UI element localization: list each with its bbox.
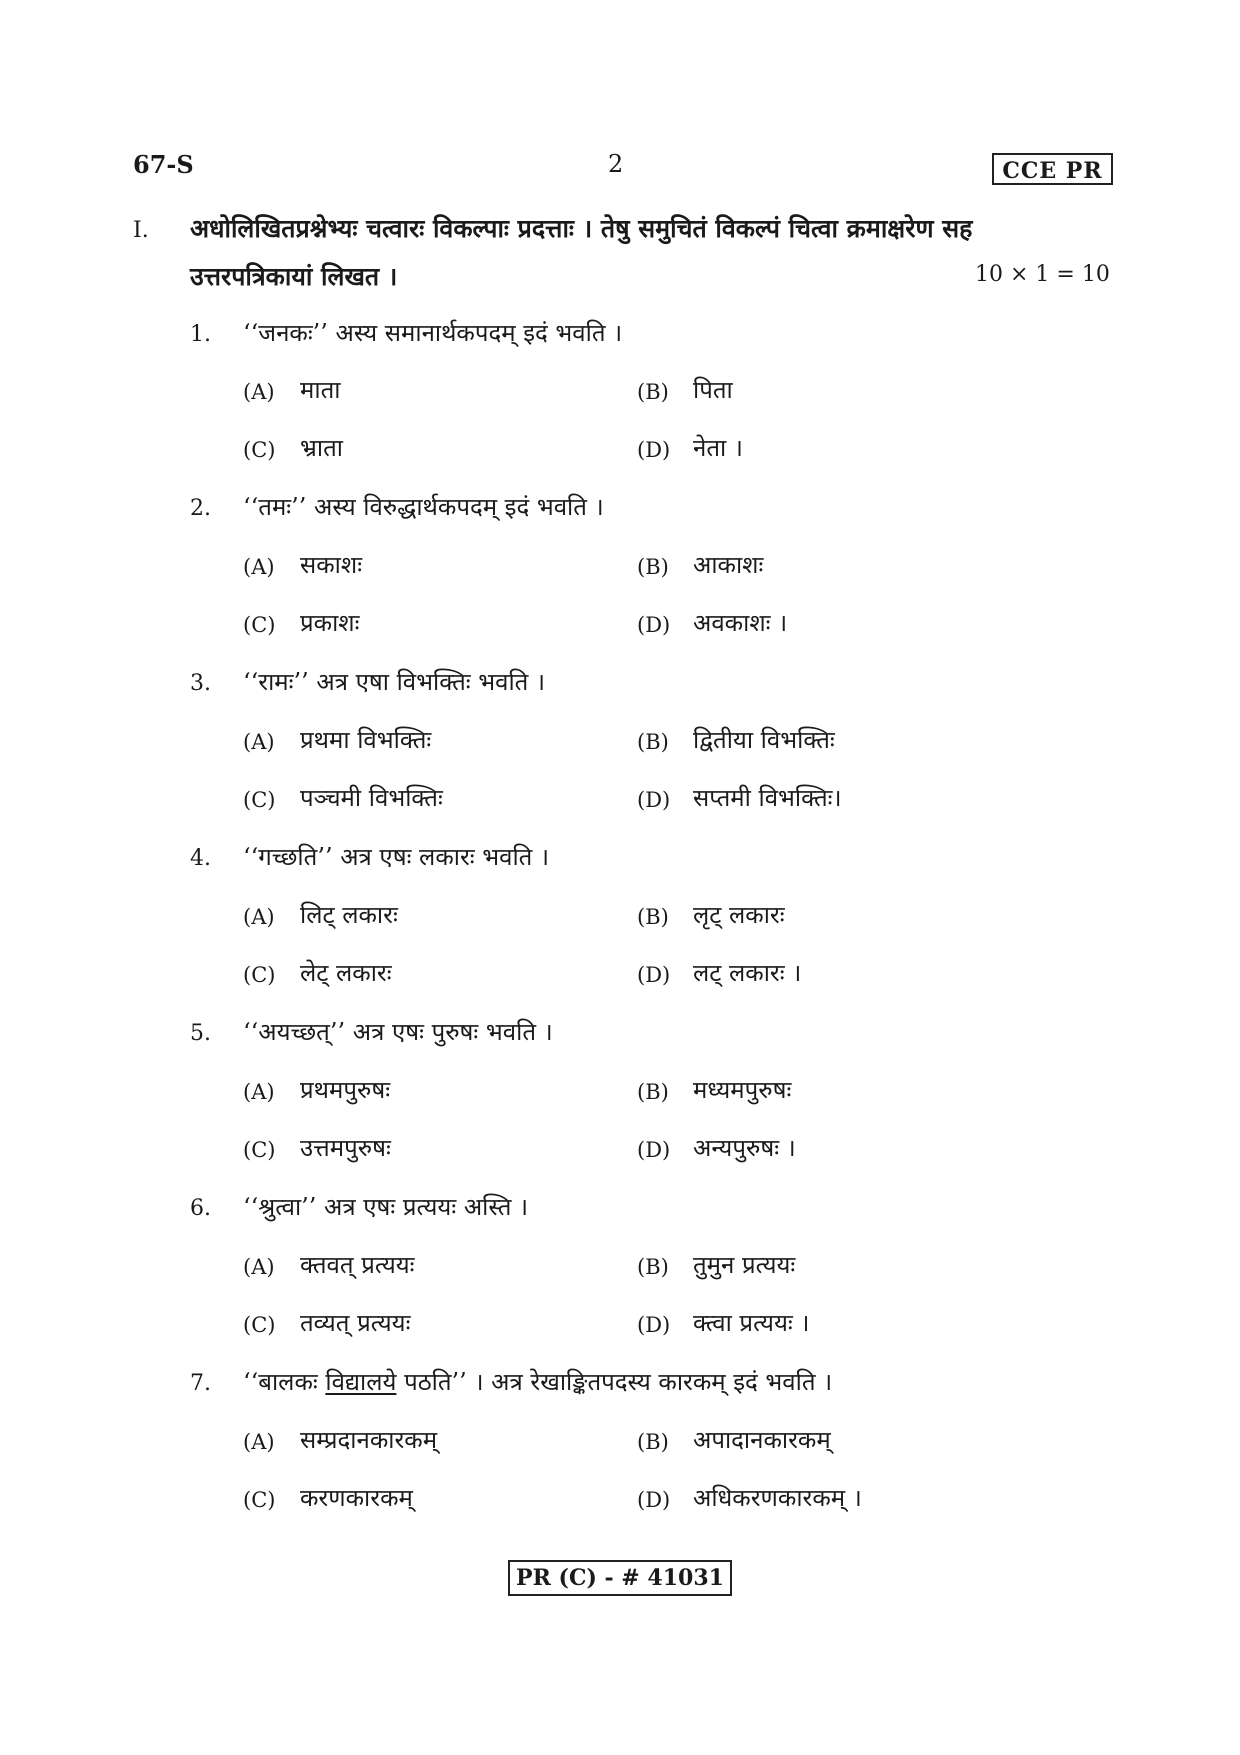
option-label: (B) xyxy=(637,730,669,754)
question-text: ‘‘अयच्छत्’’ अत्र एषः पुरुषः भवति । xyxy=(243,1018,553,1046)
question-text: ‘‘रामः’’ अत्र एषा विभक्तिः भवति । xyxy=(243,668,546,696)
option-label: (A) xyxy=(243,730,275,754)
option-label: (D) xyxy=(637,1313,671,1337)
option-text: सप्तमी विभक्तिः। xyxy=(693,784,842,812)
option-text: लट् लकारः । xyxy=(693,959,802,987)
option-label: (A) xyxy=(243,1255,275,1279)
option-label: (A) xyxy=(243,1430,275,1454)
option-text: सम्प्रदानकारकम् xyxy=(300,1426,438,1454)
instruction-line-2: उत्तरपत्रिकायां लिखत । xyxy=(190,262,398,291)
question-text xyxy=(243,1365,832,1398)
option-text: पञ्चमी विभक्तिः xyxy=(300,784,443,812)
question-text: ‘‘जनकः’’ अस्य समानार्थकपदम् इदं भवति । xyxy=(243,319,623,347)
instruction-line-1: अधोलिखितप्रश्नेभ्यः चत्वारः विकल्पाः प्रदत्ताः । तेषु समुचितं विकल्पं चित्वा क्रमाक्षरेण सह xyxy=(190,214,973,243)
option-text: आकाशः xyxy=(693,551,764,579)
option-text: पिता xyxy=(693,376,733,404)
option-text: क्तवत् प्रत्ययः xyxy=(300,1251,415,1279)
option-text: तव्यत् प्रत्ययः xyxy=(300,1309,411,1337)
marks-allocation: 10 × 1 = 10 xyxy=(975,262,1110,287)
option-text: नेता । xyxy=(693,434,743,462)
option-label: (D) xyxy=(637,438,671,462)
option-label: (B) xyxy=(637,1430,669,1454)
option-label: (D) xyxy=(637,963,671,987)
option-text: अपादानकारकम् xyxy=(693,1426,831,1454)
option-label: (C) xyxy=(243,1138,276,1162)
option-text: लृट् लकारः xyxy=(693,901,785,929)
option-label: (C) xyxy=(243,788,276,812)
question-text: ‘‘गच्छति’’ अत्र एषः लकारः भवति । xyxy=(243,843,550,871)
option-text: प्रथमपुरुषः xyxy=(300,1076,391,1104)
question-text-before: ‘‘बालकः xyxy=(243,1368,326,1396)
question-text: ‘‘तमः’’ अस्य विरुद्धार्थकपदम् इदं भवति । xyxy=(243,493,604,521)
option-text: अन्यपुरुषः । xyxy=(693,1134,796,1162)
option-text: लिट् लकारः xyxy=(300,901,398,929)
page-number: 2 xyxy=(608,150,624,178)
section-number: I. xyxy=(133,218,149,243)
option-text: मध्यमपुरुषः xyxy=(693,1076,792,1104)
option-label: (B) xyxy=(637,555,669,579)
option-text: अवकाशः । xyxy=(693,609,788,637)
question-number: 1. xyxy=(190,322,211,347)
option-label: (B) xyxy=(637,905,669,929)
footer-code: PR (C) - # 41031 xyxy=(508,1560,732,1596)
option-text: अधिकरणकारकम् । xyxy=(693,1484,862,1512)
option-label: (B) xyxy=(637,380,669,404)
option-label: (D) xyxy=(637,1488,671,1512)
question-number: 4. xyxy=(190,846,211,871)
paper-code: 67-S xyxy=(133,150,194,179)
option-label: (D) xyxy=(637,613,671,637)
option-label: (C) xyxy=(243,613,276,637)
option-text: करणकारकम् xyxy=(300,1484,413,1512)
option-label: (C) xyxy=(243,1488,276,1512)
option-label: (A) xyxy=(243,380,275,404)
option-label: (A) xyxy=(243,905,275,929)
option-label: (A) xyxy=(243,1080,275,1104)
question-number: 7. xyxy=(190,1371,211,1396)
option-label: (D) xyxy=(637,1138,671,1162)
question-number: 2. xyxy=(190,496,211,521)
exam-badge: CCE PR xyxy=(992,153,1113,185)
question-text-after: पठति’’ । अत्र रेखाङ्कितपदस्य कारकम् इदं भवति । xyxy=(396,1368,833,1396)
option-text: प्रकाशः xyxy=(300,609,360,637)
underlined-word: विद्यालये xyxy=(325,1368,397,1396)
option-text: क्त्वा प्रत्ययः । xyxy=(693,1309,810,1337)
option-label: (C) xyxy=(243,963,276,987)
option-text: उत्तमपुरुषः xyxy=(300,1134,391,1162)
question-number: 6. xyxy=(190,1196,211,1221)
option-label: (D) xyxy=(637,788,671,812)
question-text: ‘‘श्रुत्वा’’ अत्र एषः प्रत्ययः अस्ति । xyxy=(243,1193,529,1221)
option-text: प्रथमा विभक्तिः xyxy=(300,726,432,754)
option-text: लेट् लकारः xyxy=(300,959,392,987)
option-text: माता xyxy=(300,376,341,404)
question-number: 3. xyxy=(190,671,211,696)
option-text: सकाशः xyxy=(300,551,363,579)
option-text: भ्राता xyxy=(300,434,343,462)
option-text: द्वितीया विभक्तिः xyxy=(693,726,835,754)
question-number: 5. xyxy=(190,1021,211,1046)
option-label: (C) xyxy=(243,1313,276,1337)
option-label: (A) xyxy=(243,555,275,579)
option-label: (B) xyxy=(637,1255,669,1279)
option-text: तुमुन प्रत्ययः xyxy=(693,1251,796,1279)
option-label: (B) xyxy=(637,1080,669,1104)
option-label: (C) xyxy=(243,438,276,462)
